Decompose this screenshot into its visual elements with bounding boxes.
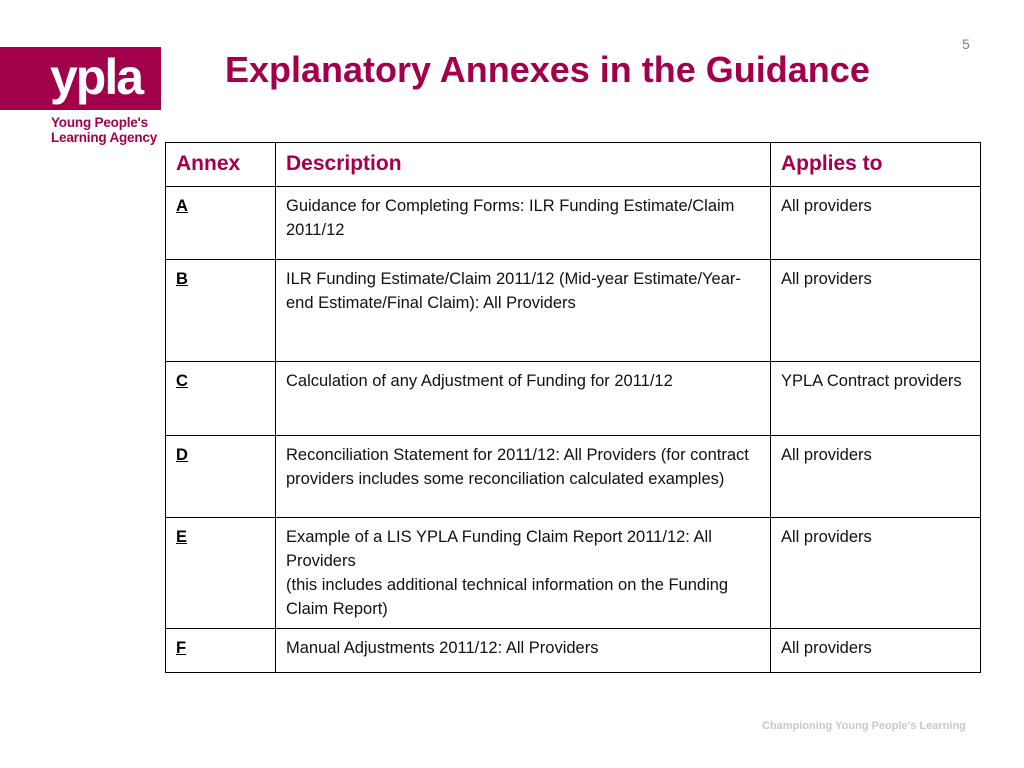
table-row (166, 362, 981, 436)
agency-name (51, 115, 157, 145)
annex-link-b[interactable]: B (176, 270, 188, 288)
applies-to-cell: YPLA Contract providers (771, 362, 981, 436)
applies-to-cell: All providers (771, 187, 981, 260)
description-cell (276, 362, 771, 436)
annex-cell (166, 260, 276, 362)
applies-to-cell: All providers (771, 518, 981, 629)
annex-link-f[interactable]: F (176, 639, 187, 657)
header-applies-to: Applies to (771, 143, 981, 187)
description-text: Reconciliation Statement for 2011/12: All Providers (for contract providers includes some reconciliation calculated examples) (286, 446, 749, 488)
table-row (166, 436, 981, 518)
description-cell (276, 436, 771, 518)
description-text: Example of a LIS YPLA Funding Claim Report 2011/12: All Providers (286, 528, 712, 570)
annex-link-a[interactable]: A (176, 197, 188, 215)
logo-wordmark: ypla (50, 49, 143, 105)
slide-title: Explanatory Annexes in the Guidance (225, 49, 870, 90)
description-cell (276, 260, 771, 362)
agency-name-line-2: Learning Agency (51, 130, 158, 145)
applies-to-cell: All providers (771, 629, 981, 673)
table-row (166, 260, 981, 362)
annex-link-c[interactable]: C (176, 372, 188, 390)
applies-to-cell: All providers (771, 260, 981, 362)
footer-tagline: Championing Young People's Learning (762, 720, 966, 732)
applies-to-cell: All providers (771, 436, 981, 518)
annex-cell (166, 362, 276, 436)
header-description: Description (276, 143, 771, 187)
annex-cell (166, 629, 276, 673)
annex-link-e[interactable]: E (176, 528, 188, 546)
table-row (166, 518, 981, 629)
description-cell (276, 187, 771, 260)
table-row (166, 629, 981, 673)
description-text: ILR Funding Estimate/Claim 2011/12 (Mid-year Estimate/Year-end Estimate/Final Claim): All Providers (286, 270, 741, 312)
description-text: Guidance for Completing Forms: ILR Funding Estimate/Claim 2011/12 (286, 197, 735, 239)
annex-link-d[interactable]: D (176, 446, 188, 464)
table-header-row (166, 143, 981, 187)
description-text: Calculation of any Adjustment of Funding for 2011/12 (286, 372, 673, 390)
annex-cell (166, 518, 276, 629)
description-cell (276, 629, 771, 673)
page-number: 5 (962, 36, 970, 52)
description-text: Manual Adjustments 2011/12: All Providers (286, 639, 599, 657)
description-cell (276, 518, 771, 629)
description-note: (this includes additional technical information on the Funding Claim Report) (286, 576, 729, 618)
agency-name-line-1: Young People's (51, 115, 148, 130)
header-annex: Annex (166, 143, 276, 187)
ypla-logo (0, 47, 161, 110)
table-row (166, 187, 981, 260)
annex-cell (166, 436, 276, 518)
annex-table (165, 142, 981, 673)
annex-cell (166, 187, 276, 260)
